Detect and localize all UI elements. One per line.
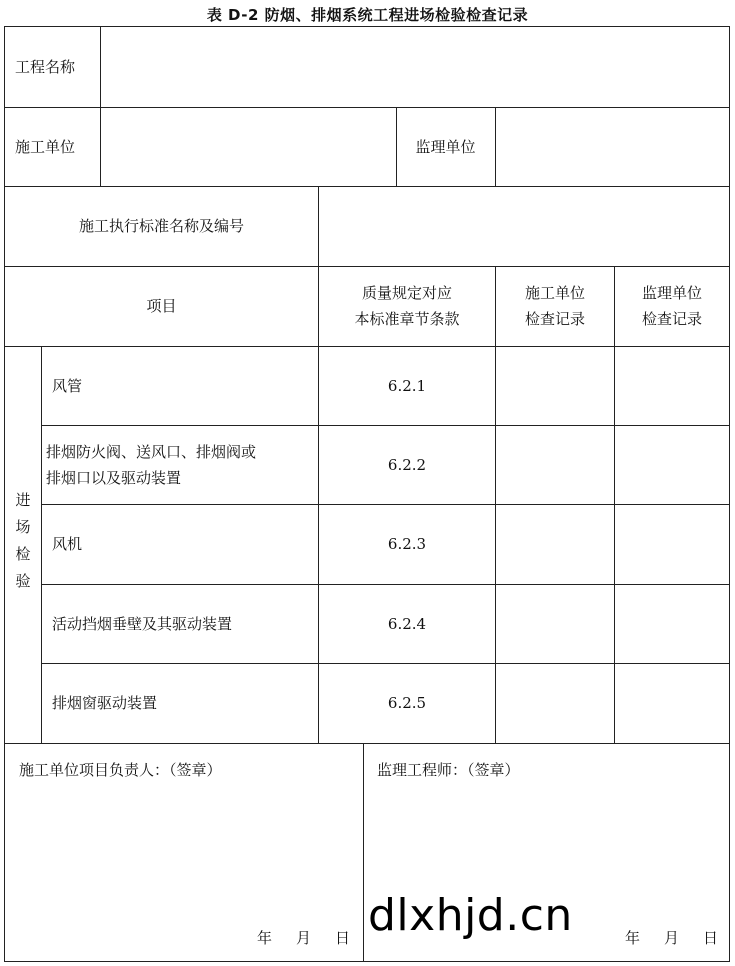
row-clause: 6.2.3 — [387, 535, 427, 553]
construction-check-header-line2: 检查记录 — [524, 310, 585, 328]
row-item — [42, 425, 318, 504]
day-label: 日 — [703, 929, 719, 947]
month-label: 月 — [296, 929, 312, 947]
construction-check-header — [496, 266, 614, 346]
item-column-header: 项目 — [146, 297, 177, 315]
supervision-check-cell[interactable] — [615, 504, 729, 584]
row-clause: 6.2.1 — [387, 376, 427, 395]
row-item-line1: 排烟防火阀、送风口、排烟阀或 — [46, 442, 257, 461]
row-item: 活动挡烟垂壁及其驱动装置 — [52, 614, 233, 633]
standard-label: 施工执行标准名称及编号 — [78, 217, 244, 235]
supervision-check-cell[interactable] — [615, 584, 729, 663]
construction-check-cell[interactable] — [496, 663, 614, 743]
project-name-field[interactable] — [101, 27, 729, 107]
row-item-line2: 排烟口以及驱动装置 — [46, 468, 182, 487]
clause-header-line2: 本标准章节条款 — [354, 310, 460, 328]
construction-unit-field[interactable] — [101, 107, 396, 186]
supervision-unit-label: 监理单位 — [415, 137, 476, 156]
construction-check-cell[interactable] — [496, 346, 614, 425]
year-label: 年 — [257, 929, 273, 947]
day-label: 日 — [335, 929, 351, 947]
construction-unit-label: 施工单位 — [15, 137, 76, 156]
supervision-check-header-line2: 检查记录 — [641, 310, 702, 328]
construction-check-cell[interactable] — [496, 504, 614, 584]
supervision-check-cell[interactable] — [615, 663, 729, 743]
project-name-label: 工程名称 — [15, 58, 76, 76]
construction-check-cell[interactable] — [496, 584, 614, 663]
form-title: 表 D-2 防烟、排烟系统工程进场检验检查记录 — [206, 6, 529, 24]
watermark: dlxhjd.cn — [368, 890, 573, 941]
row-item: 排烟窗驱动装置 — [52, 694, 158, 712]
supervision-check-header — [615, 266, 729, 346]
row-divider — [5, 743, 729, 744]
supervision-check-header-line1: 监理单位 — [641, 284, 702, 302]
supervision-signature-label: 监理工程师：（签章） — [377, 761, 520, 779]
row-item: 风管 — [52, 376, 83, 395]
construction-signature-label: 施工单位项目负责人：（签章） — [19, 761, 222, 779]
row-clause: 6.2.4 — [387, 614, 427, 633]
supervision-check-cell[interactable] — [615, 346, 729, 425]
row-clause: 6.2.5 — [387, 694, 427, 712]
year-label: 年 — [625, 929, 641, 947]
row-clause: 6.2.2 — [387, 455, 427, 474]
supervision-signature-date — [601, 927, 718, 948]
construction-check-cell[interactable] — [496, 425, 614, 504]
section-label-text: 进场检验 — [13, 491, 32, 600]
clause-header-line1: 质量规定对应 — [361, 284, 452, 302]
section-label — [5, 347, 41, 744]
standard-field[interactable] — [319, 186, 729, 266]
clause-column-header — [319, 266, 495, 346]
supervision-unit-field[interactable] — [496, 107, 729, 186]
month-label: 月 — [664, 929, 680, 947]
inspection-form — [4, 26, 730, 962]
construction-check-header-line1: 施工单位 — [524, 284, 585, 302]
construction-signature-date — [233, 927, 350, 948]
col-divider — [363, 743, 364, 961]
supervision-check-cell[interactable] — [615, 425, 729, 504]
row-item: 风机 — [52, 535, 83, 553]
